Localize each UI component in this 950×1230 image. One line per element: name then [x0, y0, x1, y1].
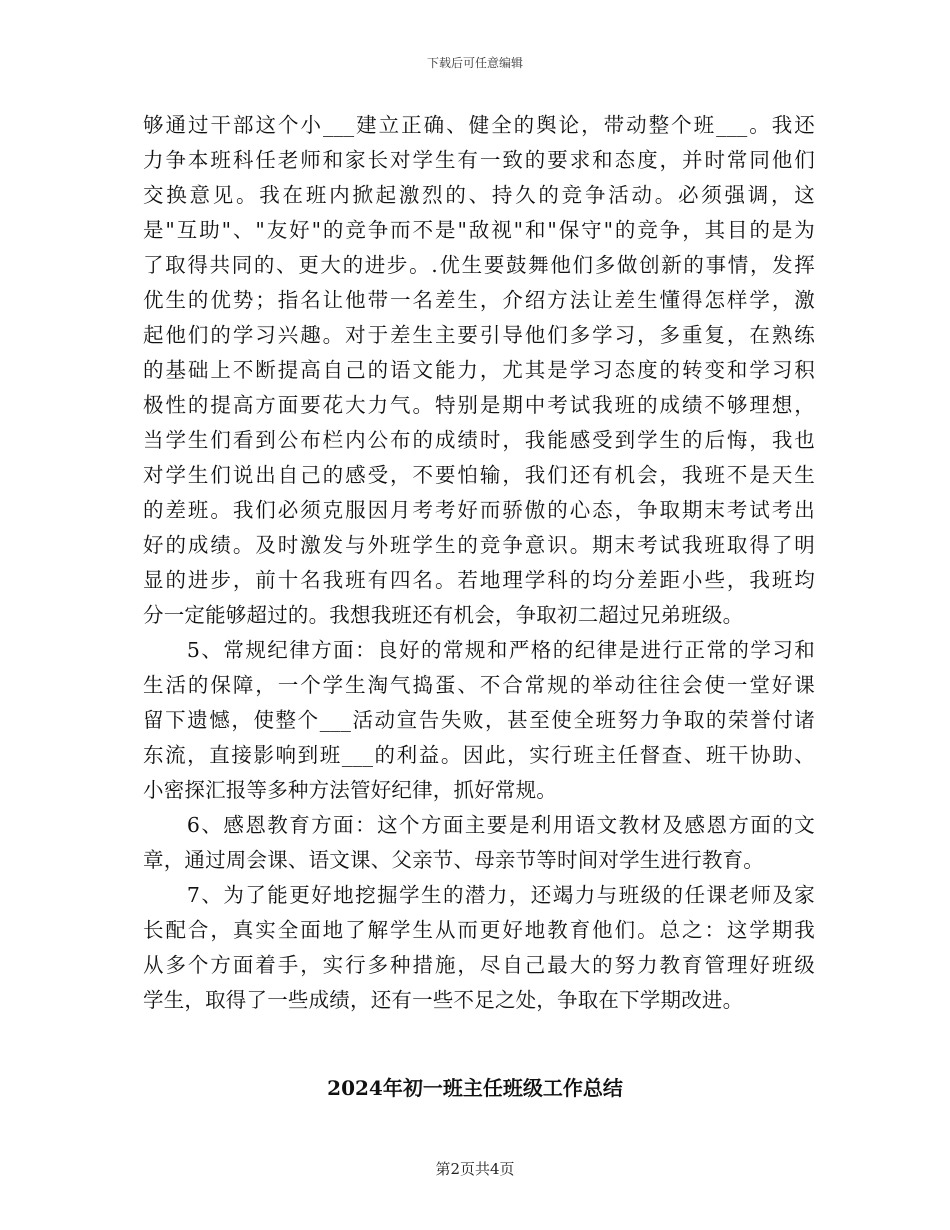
- body-line: 分一定能够超过的。我想我班还有机会，争取初二超过兄弟班级。: [143, 603, 744, 627]
- body-line: 长配合，真实全面地了解学生从而更好地教育他们。总之：这学期我: [143, 918, 815, 942]
- body-line: 6、感恩教育方面：这个方面主要是利用语文教材及感恩方面的文: [143, 813, 815, 837]
- section-title: 2024年初一班主任班级工作总结: [327, 1076, 623, 1100]
- body-text: [143, 108, 815, 1018]
- body-line: 小密探汇报等多种方法管好纪律，抓好常规。: [143, 778, 557, 802]
- body-line: 生活的保障，一个学生淘气捣蛋、不合常规的举动往往会使一堂好课: [143, 673, 815, 697]
- page-header: 下载后可任意编辑: [426, 56, 523, 70]
- body-line: 了取得共同的、更大的进步。.优生要鼓舞他们多做创新的事情，发挥: [143, 253, 815, 277]
- body-line: 是"互助"、"友好"的竞争而不是"敌视"和"保守"的竞争，其目的是为: [143, 218, 815, 242]
- page-footer: 第2页共4页: [435, 1160, 515, 1178]
- body-line: 7、为了能更好地挖掘学生的潜力，还竭力与班级的任课老师及家: [143, 883, 815, 907]
- body-line: 留下遗憾，使整个___活动宣告失败，甚至使全班努力争取的荣誉付诸: [143, 708, 815, 732]
- body-line: 学生，取得了一些成绩，还有一些不足之处，争取在下学期改进。: [143, 988, 744, 1012]
- body-line: 力争本班科任老师和家长对学生有一致的要求和态度，并时常同他们: [143, 148, 815, 172]
- body-line: 交换意见。我在班内掀起激烈的、持久的竞争活动。必须强调，这: [143, 183, 815, 207]
- body-line: 极性的提高方面要花大力气。特别是期中考试我班的成绩不够理想，: [143, 393, 815, 417]
- body-line: 好的成绩。及时激发与外班学生的竞争意识。期末考试我班取得了明: [143, 533, 815, 557]
- body-line: 章，通过周会课、语文课、父亲节、母亲节等时间对学生进行教育。: [143, 848, 764, 872]
- body-line: 当学生们看到公布栏内公布的成绩时，我能感受到学生的后悔，我也: [143, 428, 815, 452]
- body-line: 显的进步，前十名我班有四名。若地理学科的均分差距小些，我班均: [143, 568, 815, 592]
- body-line: 从多个方面着手，实行多种措施，尽自己最大的努力教育管理好班级: [143, 953, 815, 977]
- body-line: 东流，直接影响到班___的利益。因此，实行班主任督查、班干协助、: [143, 743, 815, 767]
- body-line: 5、常规纪律方面：良好的常规和严格的纪律是进行正常的学习和: [143, 638, 815, 662]
- body-line: 够通过干部这个小___建立正确、健全的舆论，带动整个班___。我还: [143, 113, 815, 137]
- body-line: 优生的优势；指名让他带一名差生，介绍方法让差生懂得怎样学，激: [143, 288, 815, 312]
- body-line: 的基础上不断提高自己的语文能力，尤其是学习态度的转变和学习积: [143, 358, 815, 382]
- body-line: 对学生们说出自己的感受，不要怕输，我们还有机会，我班不是天生: [143, 463, 815, 487]
- body-line: 起他们的学习兴趣。对于差生主要引导他们多学习，多重复，在熟练: [143, 323, 815, 347]
- body-line: 的差班。我们必须克服因月考考好而骄傲的心态，争取期末考试考出: [143, 498, 815, 522]
